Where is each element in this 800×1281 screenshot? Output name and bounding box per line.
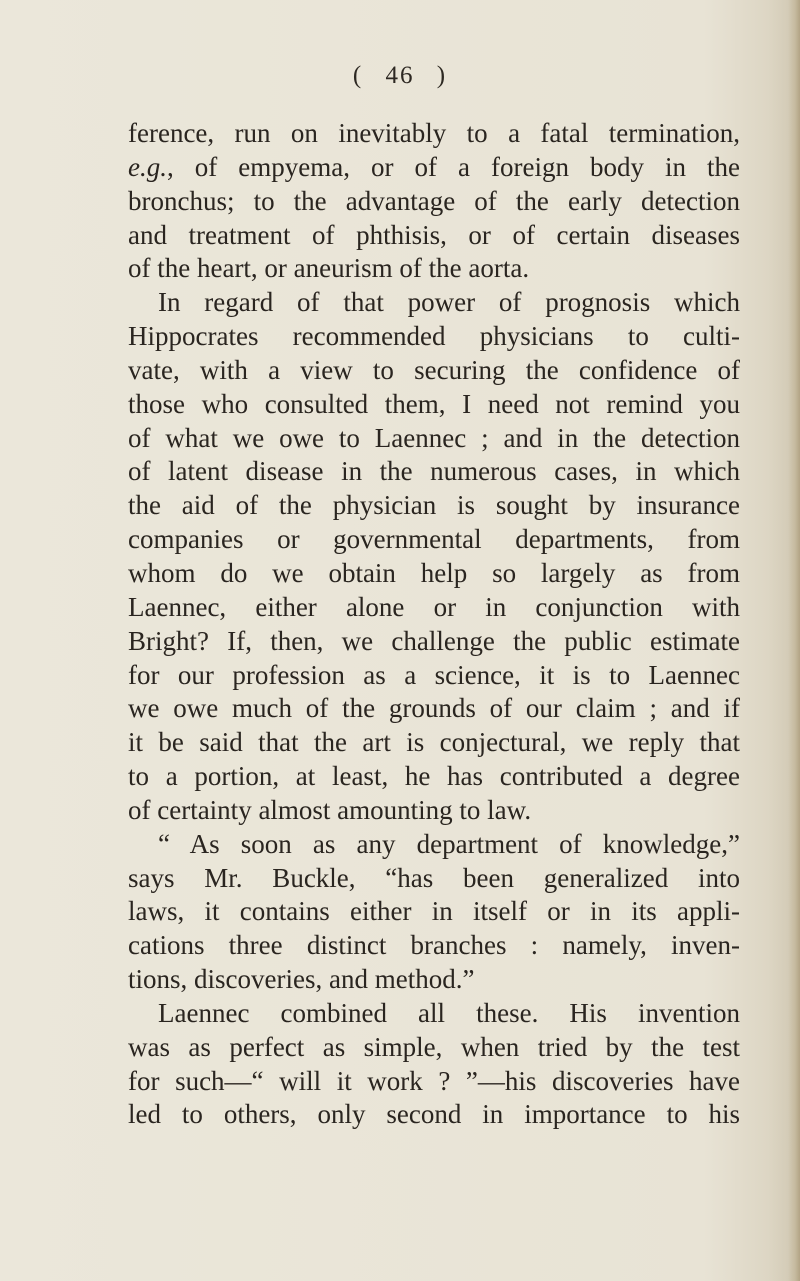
text-line [128, 523, 740, 557]
line-text: to a portion, at least, he has contributed a degree [128, 761, 740, 792]
line-text: tions, discoveries, and method.” [128, 964, 475, 995]
text-line [128, 963, 740, 997]
text-line [128, 455, 740, 489]
line-text: led to others, only second in importance to his [128, 1099, 740, 1130]
text-line [128, 828, 740, 862]
text-line [128, 794, 740, 828]
text-line [128, 591, 740, 625]
text-line [128, 760, 740, 794]
text-line [128, 388, 740, 422]
line-text: of what we owe to Laennec ; and in the detection [128, 422, 740, 453]
text-line [128, 185, 740, 219]
text-line [128, 354, 740, 388]
line-text: Laennec combined all these. His invention [158, 997, 740, 1028]
line-text: Hippocrates recommended physicians to culti- [128, 321, 740, 352]
text-line [128, 862, 740, 896]
line-text: of latent disease in the numerous cases, in which [128, 456, 740, 487]
text-line [128, 320, 740, 354]
page-edge-shadow [788, 0, 800, 1281]
line-text: for such—“ will it work ? ”—his discoveries have [128, 1065, 740, 1096]
line-text: and treatment of phthisis, or of certain diseases [128, 219, 740, 250]
line-text: , of empyema, or of a foreign body in the [166, 151, 740, 182]
line-text: whom do we obtain help so largely as from [128, 557, 740, 588]
line-text: those who consulted them, I need not remind you [128, 388, 740, 419]
text-line [128, 286, 740, 320]
italic-abbreviation: e.g. [128, 151, 167, 182]
line-text: bronchus; to the advantage of the early detection [128, 185, 740, 216]
line-text: of certainty almost amounting to law. [128, 794, 532, 825]
text-line [128, 117, 740, 151]
line-text: Bright? If, then, we challenge the public estimate [128, 625, 740, 656]
line-text: In regard of that power of prognosis which [158, 287, 740, 318]
line-text: was as perfect as simple, when tried by the test [128, 1031, 740, 1062]
text-line [128, 557, 740, 591]
line-text: ference, run on inevitably to a fatal termination, [128, 118, 740, 148]
text-line [128, 1031, 740, 1065]
text-line [128, 1098, 740, 1132]
text-line [128, 659, 740, 693]
line-text: laws, it contains either in itself or in its appli- [128, 896, 740, 927]
line-text: “ As soon as any department of knowledge,” [158, 828, 740, 859]
text-line [128, 895, 740, 929]
text-line [128, 219, 740, 253]
line-text: says Mr. Buckle, “has been generalized into [128, 862, 740, 893]
text-line [128, 252, 740, 286]
page-number: ( 46 ) [352, 62, 448, 89]
line-text: vate, with a view to securing the confidence of [128, 354, 740, 385]
line-text: the aid of the physician is sought by insurance [128, 490, 740, 521]
text-line [128, 997, 740, 1031]
text-line [128, 151, 740, 185]
text-line [128, 692, 740, 726]
text-line [128, 489, 740, 523]
line-text: for our profession as a science, it is to Laennec [128, 659, 740, 690]
text-line [128, 726, 740, 760]
line-text: it be said that the art is conjectural, we reply that [128, 727, 740, 758]
text-line [128, 422, 740, 456]
line-text: companies or governmental departments, from [128, 524, 740, 555]
text-line [128, 1065, 740, 1099]
line-text: cations three distinct branches : namely, inven- [128, 930, 740, 961]
line-text: we owe much of the grounds of our claim ; and if [128, 693, 740, 724]
text-line [128, 929, 740, 963]
line-text: Laennec, either alone or in conjunction with [128, 591, 740, 622]
text-line [128, 625, 740, 659]
body-text [128, 117, 740, 1132]
line-text: of the heart, or aneurism of the aorta. [128, 253, 530, 284]
